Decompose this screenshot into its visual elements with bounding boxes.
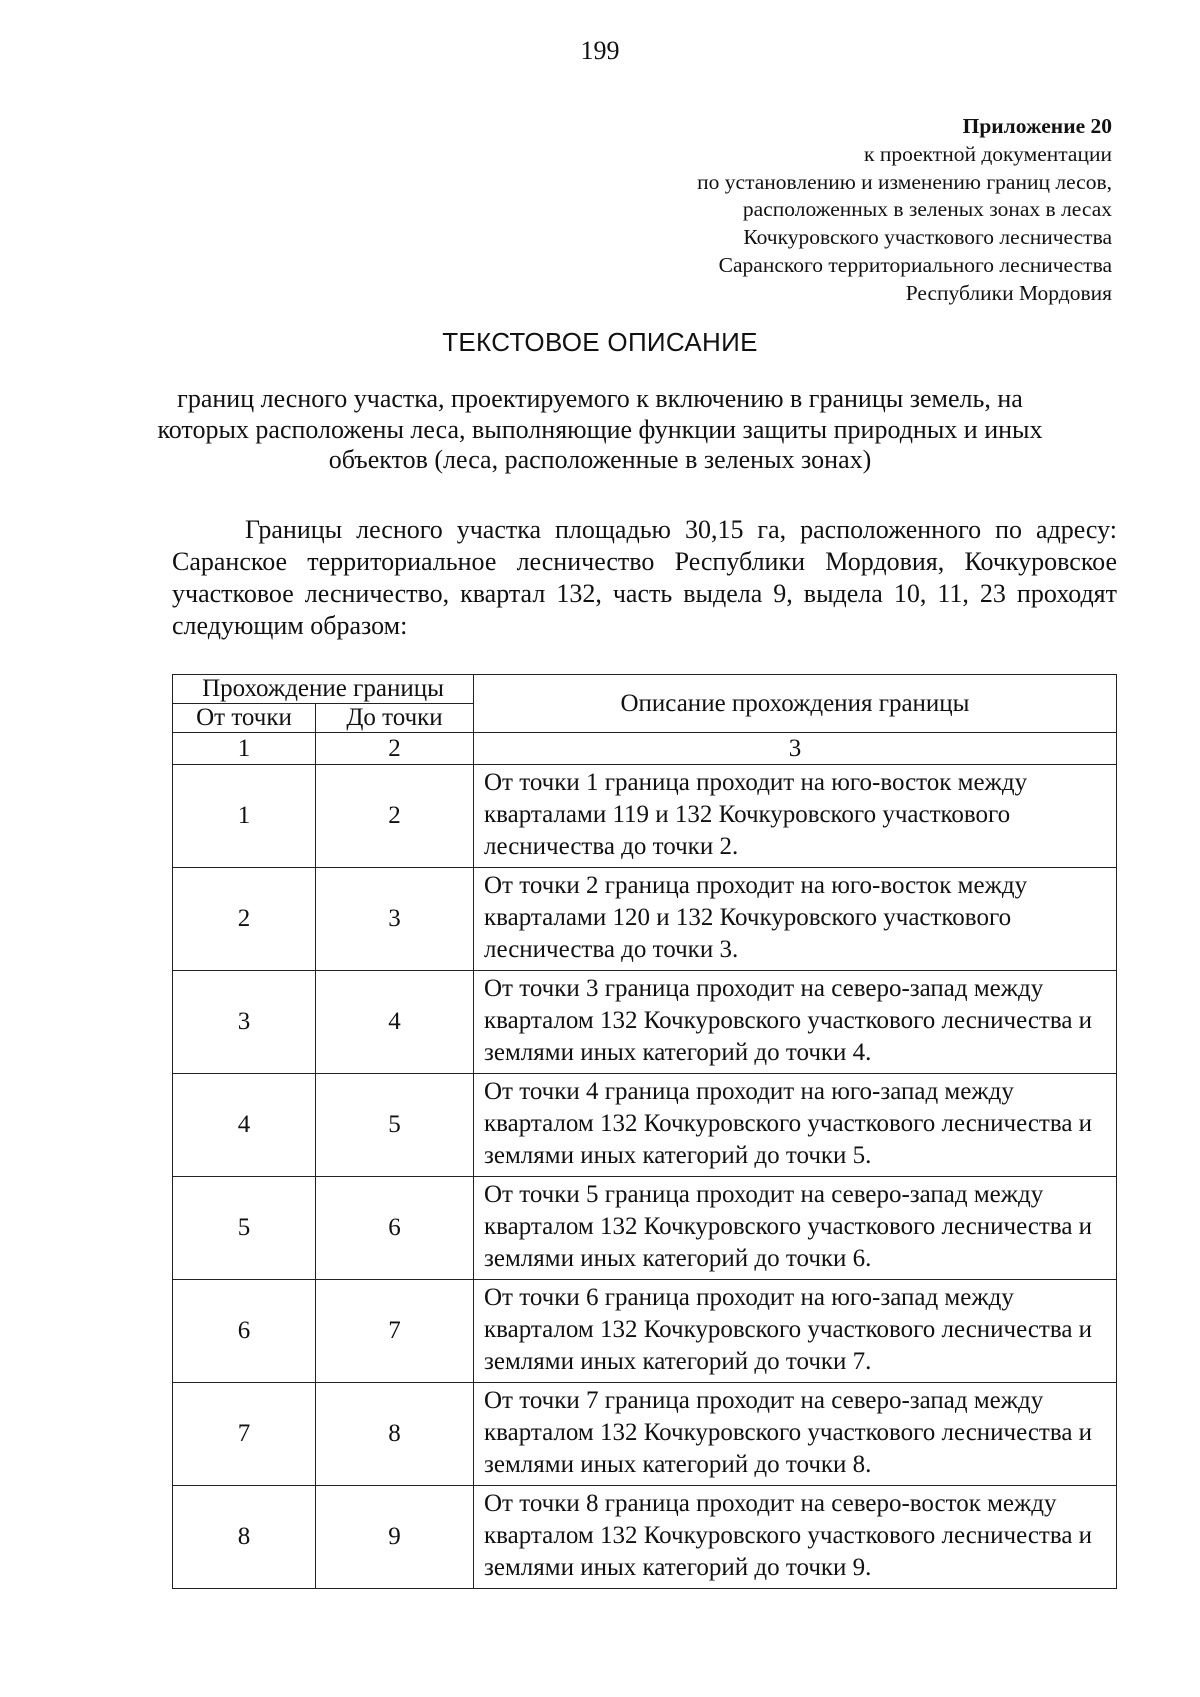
to-point-cell: 8 [316,1383,474,1486]
description-cell: От точки 2 граница проходит на юго-восток между кварталами 120 и 132 Кочкуровского участкового лесничества до точки 3. [474,868,1117,971]
boundary-table [172,674,1117,1589]
header-from-point: От точки [173,704,316,733]
to-point-cell: 5 [316,1074,474,1177]
intro-paragraph: Границы лесного участка площадью 30,15 га, расположенного по адресу: Саранское территориальное лесничество Республики Мордовия, Кочкуровское участковое лесничество, квартал 132, часть выдела 9, выдела 10, 11, 23 проходят следующим образом: [172,515,1117,640]
to-point-cell: 9 [316,1486,474,1589]
header-boundary-passage: Прохождение границы [173,675,474,704]
appendix-line: к проектной документации [864,141,1112,166]
to-point-cell: 6 [316,1177,474,1280]
table-row [173,1486,1117,1589]
appendix-header [697,113,1112,308]
description-cell: От точки 4 граница проходит на юго-запад между кварталом 132 Кочкуровского участкового лесничества и землями иных категорий до точки 5. [474,1074,1117,1177]
table-row [173,868,1117,971]
table-row [173,765,1117,868]
document-subtitle: границ лесного участка, проектируемого к включению в границы земель, на которых расположены леса, выполняющие функции защиты природных и иных объектов (леса, расположенные в зеленых зонах) [157,384,1043,474]
table-header-row [173,675,1117,704]
appendix-line: расположенных в зеленых зонах в лесах [742,197,1112,222]
from-point-cell: 3 [173,971,316,1074]
page-number: 199 [580,36,620,65]
to-point-cell: 7 [316,1280,474,1383]
appendix-line: Кочкуровского участкового лесничества [743,225,1112,250]
column-index: 3 [474,733,1117,765]
table-row [173,1280,1117,1383]
from-point-cell: 6 [173,1280,316,1383]
table-row [173,1074,1117,1177]
appendix-line: по установлению и изменению границ лесов, [697,169,1112,194]
appendix-title: Приложение 20 [962,114,1112,138]
description-cell: От точки 6 граница проходит на юго-запад между кварталом 132 Кочкуровского участкового лесничества и землями иных категорий до точки 7. [474,1280,1117,1383]
from-point-cell: 4 [173,1074,316,1177]
description-cell: От точки 8 граница проходит на северо-восток между кварталом 132 Кочкуровского участкового лесничества и землями иных категорий до точки 9. [474,1486,1117,1589]
from-point-cell: 5 [173,1177,316,1280]
from-point-cell: 2 [173,868,316,971]
appendix-line: Саранского территориального лесничества [718,252,1112,277]
appendix-line: Республики Мордовия [905,280,1112,305]
table-row [173,971,1117,1074]
to-point-cell: 2 [316,765,474,868]
description-cell: От точки 5 граница проходит на северо-запад между кварталом 132 Кочкуровского участкового лесничества и землями иных категорий до точки 6. [474,1177,1117,1280]
column-index: 1 [173,733,316,765]
document-title: ТЕКСТОВОЕ ОПИСАНИЕ [442,327,758,357]
to-point-cell: 4 [316,971,474,1074]
description-cell: От точки 7 граница проходит на северо-запад между кварталом 132 Кочкуровского участкового лесничества и землями иных категорий до точки 8. [474,1383,1117,1486]
header-description: Описание прохождения границы [474,675,1117,733]
to-point-cell: 3 [316,868,474,971]
table-row [173,1177,1117,1280]
header-to-point: До точки [316,704,474,733]
from-point-cell: 7 [173,1383,316,1486]
column-index-row [173,733,1117,765]
description-cell: От точки 3 граница проходит на северо-запад между кварталом 132 Кочкуровского участкового лесничества и землями иных категорий до точки 4. [474,971,1117,1074]
table-row [173,1383,1117,1486]
description-cell: От точки 1 граница проходит на юго-восток между кварталами 119 и 132 Кочкуровского участкового лесничества до точки 2. [474,765,1117,868]
from-point-cell: 8 [173,1486,316,1589]
column-index: 2 [316,733,474,765]
from-point-cell: 1 [173,765,316,868]
